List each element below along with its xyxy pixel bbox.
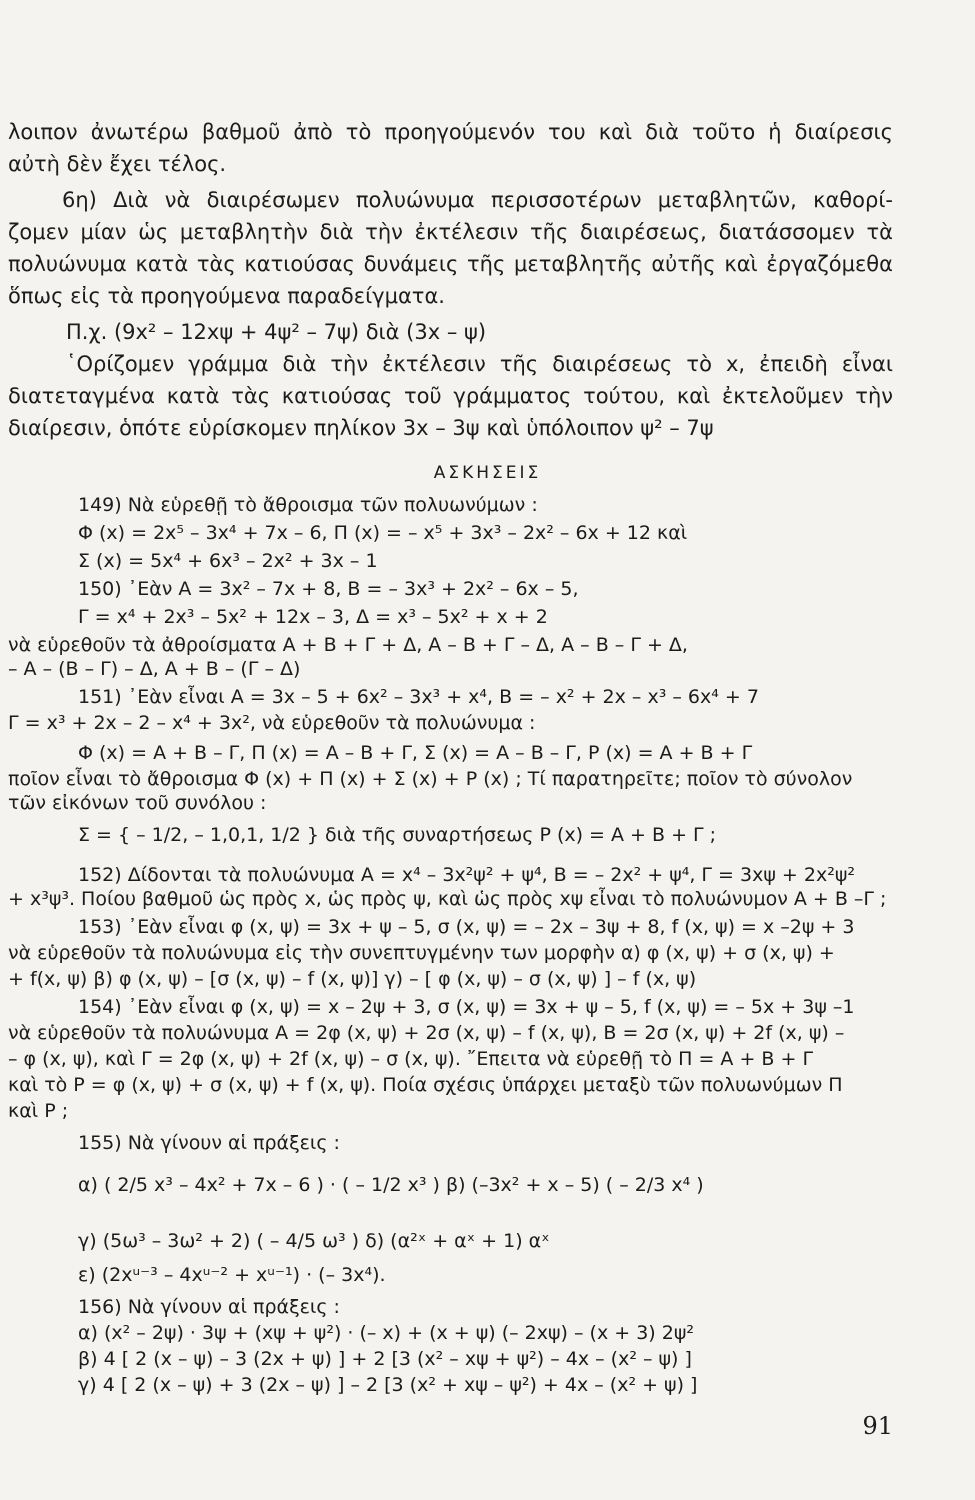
intro-line-5: πολυώνυμα κατὰ τὰς κατιούσας δυνάμεις τῆς μεταβλητῆς αὐτῆς καὶ ἐργαζόμεθα <box>8 252 893 276</box>
exercise-150-title: 150) ᾿Εὰν A = 3x² – 7x + 8, B = – 3x³ + 2x² – 6x – 5, <box>78 578 579 600</box>
exercise-153-line-3: + f(x, ψ) β) φ (x, ψ) – [σ (x, ψ) – f (x, ψ)] γ) – [ φ (x, ψ) – σ (x, ψ) ] – f (x, ψ) <box>8 968 697 990</box>
exercise-153-title: 153) ᾿Εὰν εἶναι φ (x, ψ) = 3x + ψ – 5, σ (x, ψ) = – 2x – 3ψ + 8, f (x, ψ) = x –2ψ + 3 <box>78 916 855 938</box>
exercise-150-line-3: νὰ εὑρεθοῦν τὰ ἀθροίσματα A + B + Γ + Δ, A – B + Γ – Δ, A – B – Γ + Δ, <box>8 634 688 656</box>
exercise-151-set-line: Σ = { – 1/2, – 1,0,1, 1/2 } διὰ τῆς συναρτήσεως P (x) = A + B + Γ ; <box>78 824 717 846</box>
exercise-156-a: α) (x² – 2ψ) · 3ψ + (xψ + ψ²) · (– x) + (x + ψ) (– 2xψ) – (x + 3) 2ψ² <box>78 1322 694 1344</box>
exercise-155-title: 155) Νὰ γίνουν αἱ πράξεις : <box>78 1132 340 1154</box>
exercise-150-line-2: Γ = x⁴ + 2x³ – 5x² + 12x – 3, Δ = x³ – 5x² + x + 2 <box>78 606 548 628</box>
exercise-155-e: ε) (2xᵘ⁻³ – 4xᵘ⁻² + xᵘ⁻¹) · (– 3x⁴). <box>78 1264 386 1286</box>
exercise-156-title: 156) Νὰ γίνουν αἱ πράξεις : <box>78 1296 340 1318</box>
exercise-151-line-4: ποῖον εἶναι τὸ ἄθροισμα Φ (x) + Π (x) + Σ (x) + P (x) ; Τί παρατηρεῖτε; ποῖον τὸ σύνολον <box>8 768 853 790</box>
exercise-154-line-3: – φ (x, ψ), καὶ Γ = 2φ (x, ψ) + 2f (x, ψ) – σ (x, ψ). ῎Επειτα νὰ εὑρεθῇ τὸ Π = A + B + Γ <box>8 1048 814 1070</box>
exercise-154-line-4: καὶ τὸ P = φ (x, ψ) + σ (x, ψ) + f (x, ψ). Ποία σχέσις ὑπάρχει μεταξὺ τῶν πολυωνύμων Π <box>8 1074 843 1096</box>
exercise-154-title: 154) ᾿Εὰν εἶναι φ (x, ψ) = x – 2ψ + 3, σ (x, ψ) = 3x + ψ – 5, f (x, ψ) = – 5x + 3ψ –1 <box>78 996 855 1018</box>
exercise-151-title: 151) ᾿Εὰν εἶναι A = 3x – 5 + 6x² – 3x³ + x⁴, B = – x² + 2x – x³ – 6x⁴ + 7 <box>78 686 759 708</box>
intro-line-10: διαίρεσιν, ὁπότε εὑρίσκομεν πηλίκον 3x – 3ψ καὶ ὑπόλοιπον ψ² – 7ψ <box>8 416 714 440</box>
exercise-154-line-2: νὰ εὑρεθοῦν τὰ πολυώνυμα A = 2φ (x, ψ) + 2σ (x, ψ) – f (x, ψ), B = 2σ (x, ψ) + 2f (x, ψ) – <box>8 1022 845 1044</box>
exercise-155-c-d: γ) (5ω³ – 3ω² + 2) ( – 4/5 ω³ ) δ) (α²ˣ + αˣ + 1) αˣ <box>78 1230 550 1252</box>
intro-line-8: ῾Ορίζομεν γράμμα διὰ τὴν ἐκτέλεσιν τῆς διαιρέσεως τὸ x, ἐπειδὴ εἶναι <box>66 352 893 376</box>
intro-line-3: 6η) Διὰ νὰ διαιρέσωμεν πολυώνυμα περισσοτέρων μεταβλητῶν, καθορί- <box>62 188 893 212</box>
exercise-151-line-5: τῶν εἰκόνων τοῦ συνόλου : <box>8 792 267 814</box>
exercise-149-title: 149) Νὰ εὑρεθῇ τὸ ἄθροισμα τῶν πολυωνύμων : <box>78 494 538 516</box>
exercise-149-line-3: Σ (x) = 5x⁴ + 6x³ – 2x² + 3x – 1 <box>78 550 378 572</box>
exercise-151-line-2: Γ = x³ + 2x – 2 – x⁴ + 3x², νὰ εὑρεθοῦν τὰ πολυώνυμα : <box>8 712 536 734</box>
exercise-154-line-5: καὶ P ; <box>8 1100 69 1122</box>
exercise-150-line-4: – A – (B – Γ) – Δ, A + B – (Γ – Δ) <box>8 658 301 680</box>
page-number: 91 <box>862 1412 893 1440</box>
exercise-156-b: β) 4 [ 2 (x – ψ) – 3 (2x + ψ) ] + 2 [3 (x² – xψ + ψ²) – 4x – (x² – ψ) ] <box>78 1348 692 1370</box>
intro-line-4: ζομεν μίαν ὡς μεταβλητὴν διὰ τὴν ἐκτέλεσιν τῆς διαιρέσεως, διατάσσομεν τὰ <box>8 220 893 244</box>
exercise-152-line-2: + x³ψ³. Ποίου βαθμοῦ ὡς πρὸς x, ὡς πρὸς ψ, καὶ ὡς πρὸς xψ εἶναι τὸ πολυώνυμον A + B –Γ ; <box>8 888 887 910</box>
exercise-153-line-2: νὰ εὑρεθοῦν τὰ πολυώνυμα εἰς τὴν συνεπτυγμένην των μορφὴν α) φ (x, ψ) + σ (x, ψ) + <box>8 942 835 964</box>
intro-line-9: διατεταγμένα κατὰ τὰς κατιούσας τοῦ γράμματος τούτου, καὶ ἐκτελοῦμεν τὴν <box>8 384 893 408</box>
exercise-151-line-3: Φ (x) = A + B – Γ, Π (x) = A – B + Γ, Σ (x) = A – B – Γ, P (x) = A + B + Γ <box>78 742 753 764</box>
intro-line-1: λοιπον ἀνωτέρω βαθμοῦ ἀπὸ τὸ προηγούμενόν του καὶ διὰ τοῦτο ἡ διαίρεσις <box>8 120 893 144</box>
exercise-155-a-b: α) ( 2/5 x³ – 4x² + 7x – 6 ) · ( – 1/2 x³ ) β) (–3x² + x – 5) ( – 2/3 x⁴ ) <box>78 1174 704 1196</box>
section-heading: ΑΣΚΗΣΕΙΣ <box>433 463 542 483</box>
exercise-156-c: γ) 4 [ 2 (x – ψ) + 3 (2x – ψ) ] – 2 [3 (x² + xψ – ψ²) + 4x – (x² + ψ) ] <box>78 1374 698 1396</box>
example-line: Π.χ. (9x² – 12xψ + 4ψ² – 7ψ) διὰ (3x – ψ) <box>66 320 487 344</box>
exercise-152-title: 152) Δίδονται τὰ πολυώνυμα A = x⁴ – 3x²ψ² + ψ⁴, B = – 2x² + ψ⁴, Γ = 3xψ + 2x²ψ² <box>78 864 855 886</box>
intro-line-2: αὐτὴ δὲν ἔχει τέλος. <box>8 152 227 176</box>
intro-line-6: ὅπως εἰς τὰ προηγούμενα παραδείγματα. <box>8 284 445 308</box>
exercise-149-line-2: Φ (x) = 2x⁵ – 3x⁴ + 7x – 6, Π (x) = – x⁵ + 3x³ – 2x² – 6x + 12 καὶ <box>78 522 688 544</box>
